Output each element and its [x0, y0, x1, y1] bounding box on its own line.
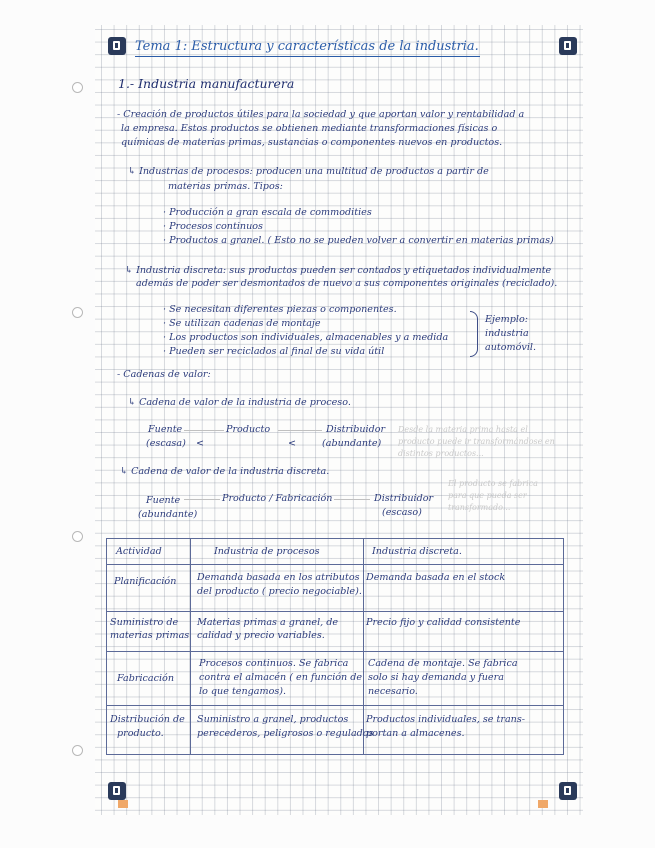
table-rule [106, 538, 564, 539]
table-cell-discrete: Demanda basada en el stock [366, 572, 506, 583]
table-header-process: Industria de procesos [214, 546, 320, 557]
definition-line: químicas de materias primas, sustancias o componentes nuevos en productos. [121, 137, 503, 148]
table-cell-process: calidad y precio variables. [197, 630, 325, 641]
table-rule [106, 564, 564, 565]
table-cell-discrete: Productos individuales, se trans- [366, 714, 526, 725]
flow-arrow [278, 430, 322, 431]
discrete-item: · Los productos son individuales, almacenables y a medida [163, 332, 449, 343]
brace-mark [470, 311, 478, 357]
table-cell-process: del producto ( precio negociable). [197, 586, 362, 597]
discrete-item: · Se necesitan diferentes piezas o componentes. [163, 304, 397, 315]
table-header-discrete: Industria discreta. [372, 546, 462, 557]
page-title: Tema 1: Estructura y características de la industria. [135, 39, 479, 54]
corner-logo-icon [559, 782, 577, 800]
example-note: Ejemplo: [485, 314, 528, 325]
chain-distributor-note: (escaso) [382, 507, 422, 518]
table-cell-activity: Fabricación [117, 673, 175, 684]
chain-distributor-note: (abundante) [322, 438, 382, 449]
table-rule [106, 705, 564, 706]
bleed-through-text: transformado... [448, 503, 511, 512]
definition-line: - Creación de productos útiles para la sociedad y que aportan valor y rentabilidad a [117, 109, 525, 120]
bleed-through-text: Desde la materia prima hasta el [398, 425, 528, 434]
binder-hole [72, 307, 83, 318]
section-heading: 1.- Industria manufacturera [118, 76, 295, 91]
title-underline [135, 56, 480, 57]
table-rule [106, 538, 107, 754]
table-rule [563, 538, 564, 754]
chain-product: Producto / Fabricación [222, 493, 333, 504]
table-cell-discrete: Precio fijo y calidad consistente [366, 617, 521, 628]
discrete-item: · Se utilizan cadenas de montaje [163, 318, 321, 329]
table-rule [190, 538, 191, 754]
binder-hole [72, 745, 83, 756]
table-cell-process: Procesos continuos. Se fabrica [199, 658, 349, 669]
type-item: · Productos a granel. ( Esto no se pueden volver a convertir en materias primas) [163, 235, 554, 246]
chain-lt-sign: < [288, 438, 297, 449]
type-item: · Procesos continuos [163, 221, 263, 232]
table-cell-discrete: necesario. [368, 686, 418, 697]
chain-lt-sign: < [196, 438, 205, 449]
flow-arrow [184, 499, 220, 500]
process-industry-line: materias primas. Tipos: [168, 181, 283, 192]
flow-arrow [184, 430, 224, 431]
table-cell-activity: Suministro de [110, 617, 179, 628]
process-industry-line: ↳ Industrias de procesos: producen una multitud de productos a partir de [128, 166, 489, 177]
table-cell-process: Materias primas a granel, de [197, 617, 339, 628]
table-cell-activity: materias primas [110, 630, 190, 641]
corner-logo-icon [108, 782, 126, 800]
example-note: automóvil. [485, 342, 537, 353]
binder-hole [72, 82, 83, 93]
table-cell-discrete: Cadena de montaje. Se fabrica [368, 658, 518, 669]
binder-hole [72, 531, 83, 542]
bleed-through-text: distintos productos... [398, 449, 484, 458]
chain-distributor: Distribuidor [326, 424, 386, 435]
flow-arrow [334, 499, 370, 500]
orange-tab-marker [118, 800, 128, 808]
table-cell-activity: producto. [117, 728, 164, 739]
table-rule [106, 611, 564, 612]
discrete-chain-label: ↳ Cadena de valor de la industria discreta. [120, 466, 330, 477]
type-item: · Producción a gran escala de commodities [163, 207, 372, 218]
process-chain-label: ↳ Cadena de valor de la industria de proceso. [128, 397, 351, 408]
table-cell-process: perecederos, peligrosos o regulados [197, 728, 374, 739]
corner-logo-icon [108, 37, 126, 55]
discrete-industry-line: ↳ Industria discreta: sus productos pueden ser contados y etiquetados individualmente [125, 265, 552, 276]
chain-source: Fuente [146, 495, 181, 506]
chain-source-note: (escasa) [146, 438, 186, 449]
table-cell-discrete: solo si hay demanda y fuera [368, 672, 504, 683]
value-chain-heading: - Cadenas de valor: [117, 369, 211, 380]
table-cell-activity: Distribución de [110, 714, 185, 725]
bleed-through-text: para que pueda ser [448, 491, 527, 500]
table-cell-process: lo que tengamos). [199, 686, 287, 697]
bleed-through-text: El producto se fabrica [448, 479, 538, 488]
discrete-industry-line: además de poder ser desmontados de nuevo a sus componentes originales (reciclado). [136, 278, 558, 289]
table-rule [106, 651, 564, 652]
example-note: industria [485, 328, 529, 339]
chain-source-note: (abundante) [138, 509, 198, 520]
table-cell-process: contra el almacén ( en función de [199, 672, 363, 683]
table-rule [363, 538, 364, 754]
table-header-activity: Actividad [116, 546, 162, 557]
chain-source: Fuente [148, 424, 183, 435]
table-cell-process: Demanda basada en los atributos [197, 572, 360, 583]
table-rule [106, 754, 564, 755]
table-cell-activity: Planificación [114, 576, 177, 587]
chain-distributor: Distribuidor [374, 493, 434, 504]
orange-tab-marker [538, 800, 548, 808]
definition-line: la empresa. Estos productos se obtienen mediante transformaciones físicas o [121, 123, 498, 134]
chain-product: Producto [226, 424, 271, 435]
corner-logo-icon [559, 37, 577, 55]
table-cell-discrete: portan a almacenes. [366, 728, 465, 739]
table-cell-process: Suministro a granel, productos [197, 714, 349, 725]
discrete-item: · Pueden ser reciclados al final de su vida útil [163, 346, 385, 357]
bleed-through-text: producto puede ir transformándose en [398, 437, 555, 446]
